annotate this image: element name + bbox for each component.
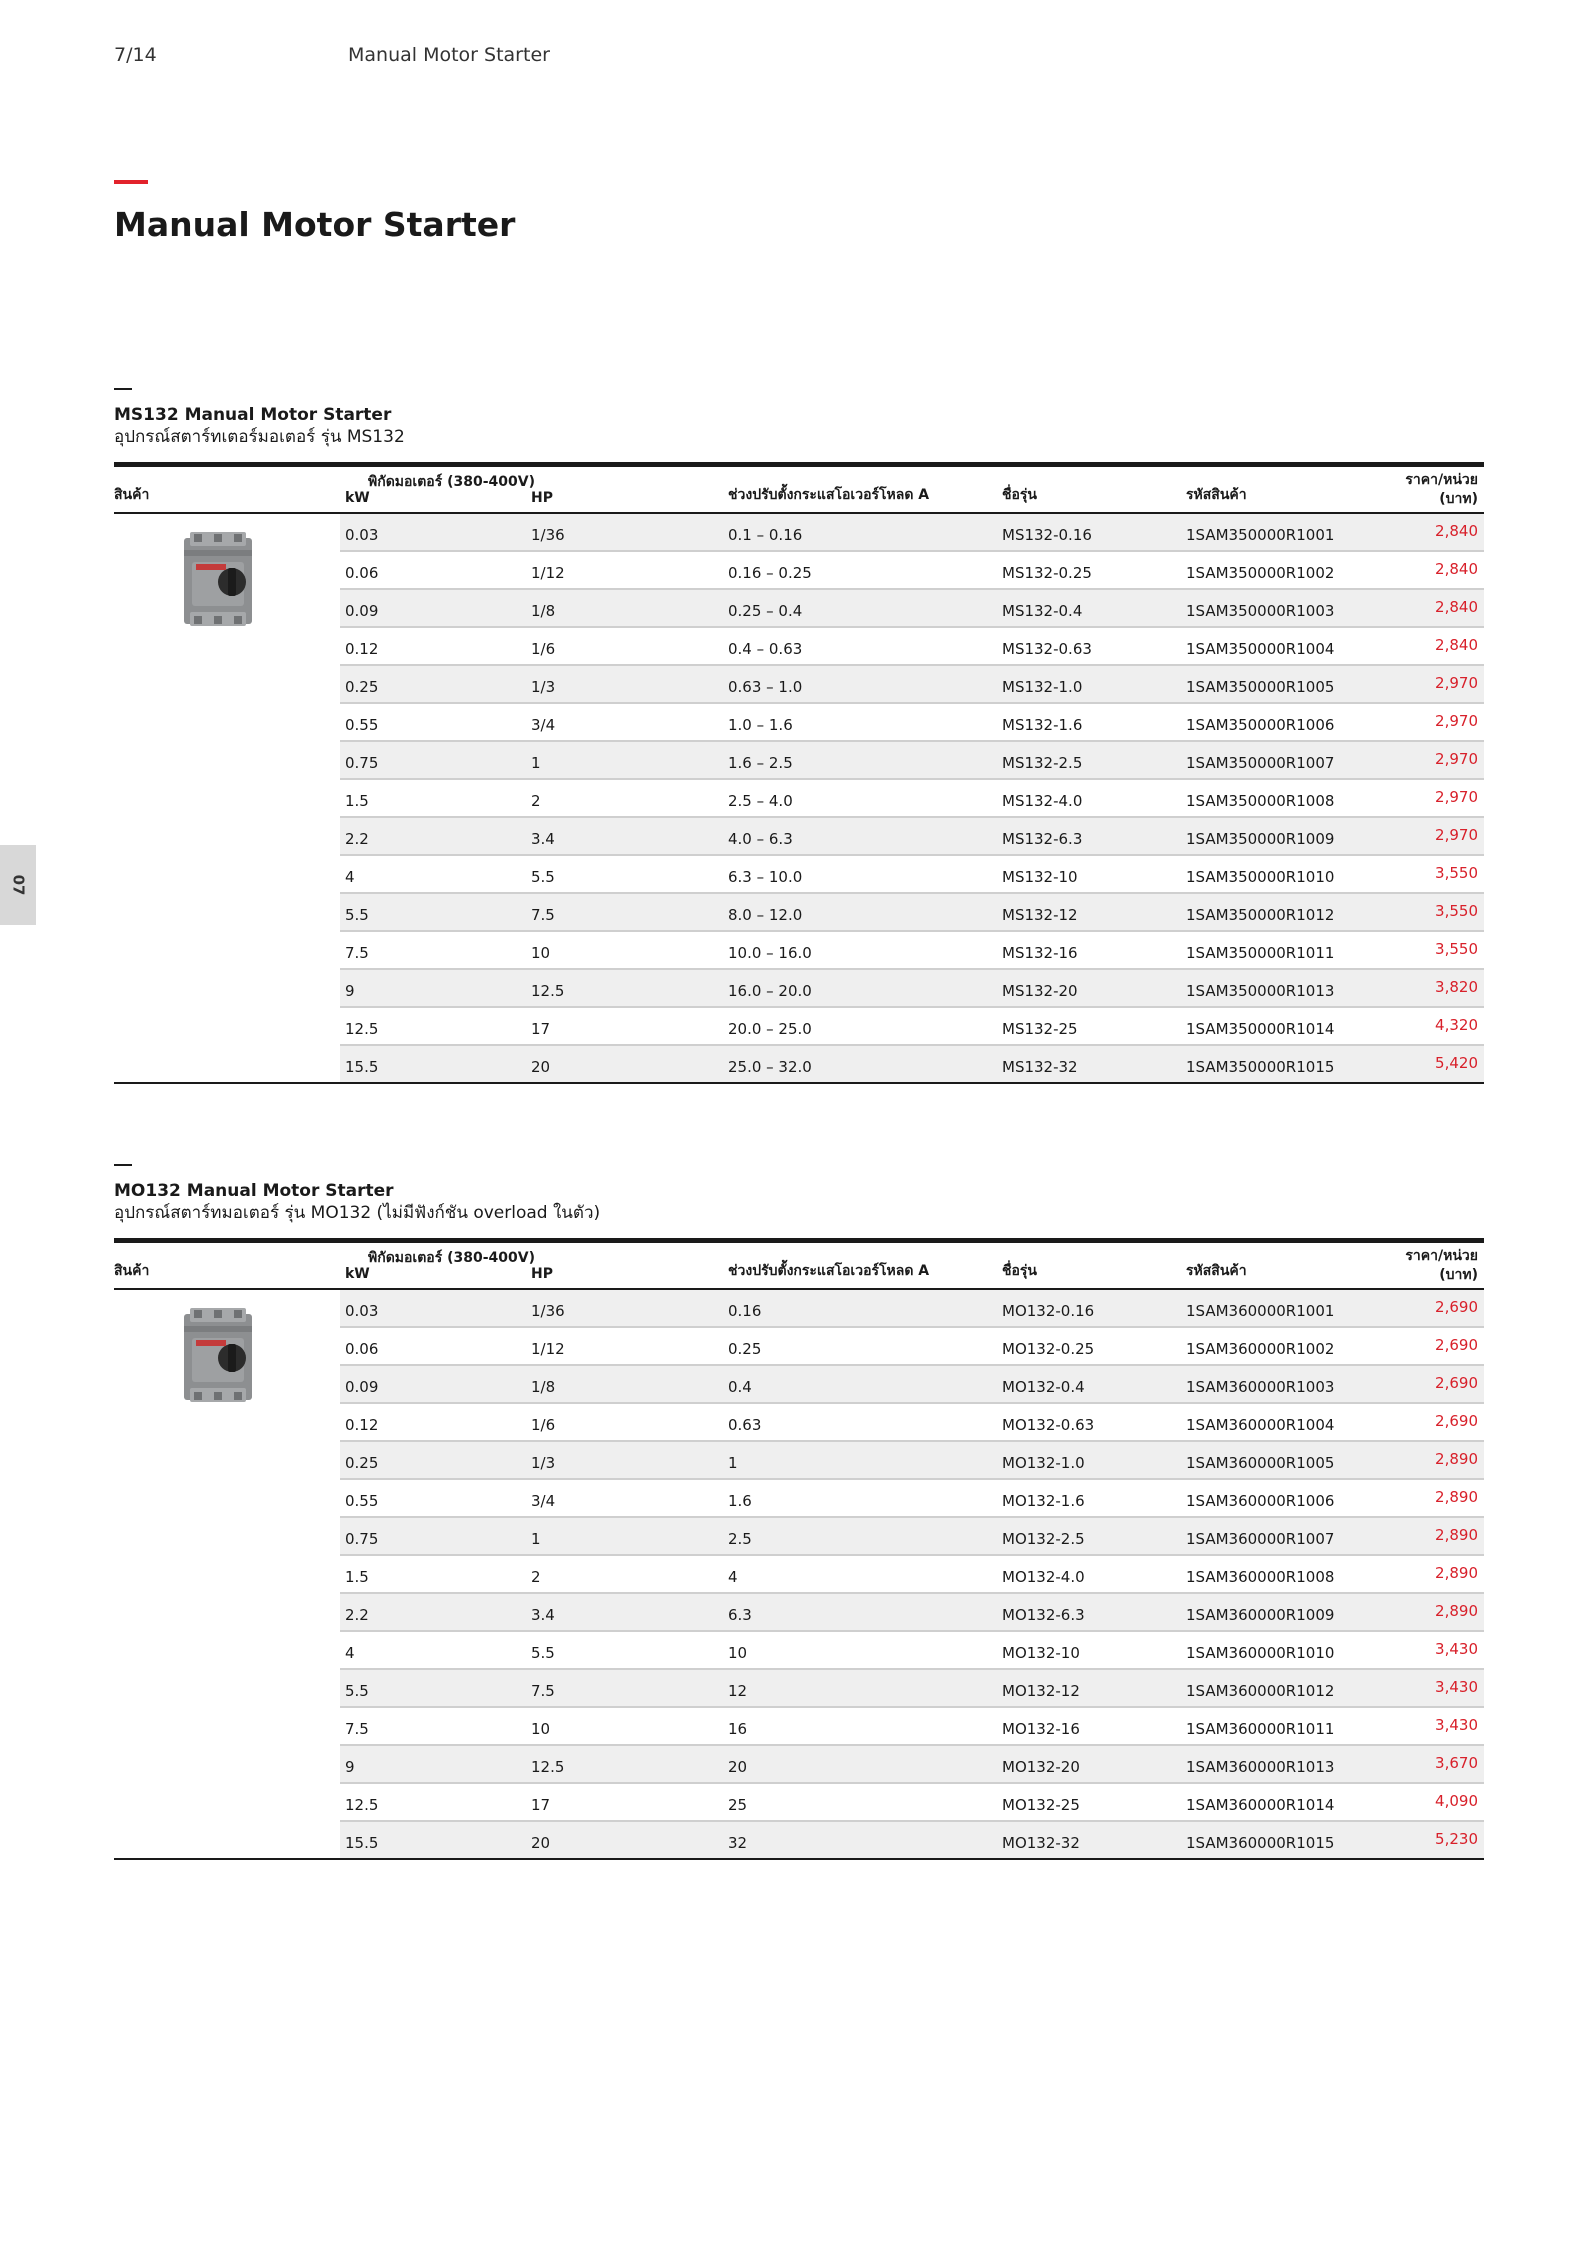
cell-range: 0.4 [728, 1378, 752, 1396]
cell-hp: 5.5 [531, 1644, 555, 1662]
cell-model: MS132-1.0 [1002, 678, 1083, 696]
cell-hp: 1 [531, 754, 541, 772]
cell-kw: 2.2 [345, 1606, 369, 1624]
cell-hp: 10 [531, 944, 551, 962]
cell-code: 1SAM350000R1006 [1186, 716, 1335, 734]
cell-model: MS132-6.3 [1002, 830, 1083, 848]
cell-price: 2,970 [1435, 826, 1478, 844]
cell-hp: 20 [531, 1834, 551, 1852]
table-row [340, 628, 1484, 666]
cell-code: 1SAM360000R1013 [1186, 1758, 1335, 1776]
cell-range: 1.6 [728, 1492, 752, 1510]
col-rating-group: พิกัดมอเตอร์ (380-400V) [368, 1250, 536, 1266]
col-range: ช่วงปรับตั้งกระแสโอเวอร์โหลด A [728, 1263, 930, 1279]
cell-price: 2,690 [1435, 1374, 1478, 1392]
section-1 [114, 388, 1484, 1084]
section-title: MS132 Manual Motor Starter [114, 405, 392, 425]
cell-price: 5,230 [1435, 1830, 1478, 1848]
cell-range: 8.0 – 12.0 [728, 906, 803, 924]
cell-kw: 12.5 [345, 1020, 379, 1038]
cell-code: 1SAM350000R1003 [1186, 602, 1335, 620]
cell-price: 2,970 [1435, 788, 1478, 806]
table-row [340, 1366, 1484, 1404]
cell-kw: 15.5 [345, 1834, 379, 1852]
cell-price: 3,550 [1435, 864, 1478, 882]
cell-price: 3,670 [1435, 1754, 1478, 1772]
cell-hp: 20 [531, 1058, 551, 1076]
cell-range: 16 [728, 1720, 748, 1738]
cell-code: 1SAM350000R1014 [1186, 1020, 1335, 1038]
cell-price: 5,420 [1435, 1054, 1478, 1072]
table-header [114, 1243, 1484, 1290]
cell-price: 3,430 [1435, 1678, 1478, 1696]
table-row [340, 894, 1484, 932]
cell-code: 1SAM350000R1015 [1186, 1058, 1335, 1076]
table-header [114, 467, 1484, 514]
table-row [340, 856, 1484, 894]
cell-code: 1SAM360000R1002 [1186, 1340, 1335, 1358]
cell-range: 0.16 [728, 1302, 762, 1320]
cell-code: 1SAM360000R1006 [1186, 1492, 1335, 1510]
cell-hp: 2 [531, 1568, 541, 1586]
cell-code: 1SAM360000R1015 [1186, 1834, 1335, 1852]
cell-code: 1SAM360000R1011 [1186, 1720, 1335, 1738]
cell-kw: 15.5 [345, 1058, 379, 1076]
cell-hp: 1/36 [531, 526, 565, 544]
cell-range: 0.4 – 0.63 [728, 640, 803, 658]
cell-hp: 7.5 [531, 906, 555, 924]
cell-price: 2,840 [1435, 522, 1478, 540]
cell-code: 1SAM350000R1007 [1186, 754, 1335, 772]
cell-range: 0.1 – 0.16 [728, 526, 803, 544]
cell-model: MS132-10 [1002, 868, 1078, 886]
cell-price: 2,970 [1435, 712, 1478, 730]
cell-hp: 1/6 [531, 640, 556, 658]
cell-range: 12 [728, 1682, 748, 1700]
cell-model: MS132-25 [1002, 1020, 1078, 1038]
cell-hp: 7.5 [531, 1682, 555, 1700]
col-price-line2: (บาท) [1439, 491, 1478, 507]
cell-hp: 5.5 [531, 868, 555, 886]
cell-code: 1SAM350000R1011 [1186, 944, 1335, 962]
col-model: ชื่อรุ่น [1002, 1263, 1037, 1279]
cell-code: 1SAM350000R1013 [1186, 982, 1335, 1000]
cell-range: 25.0 – 32.0 [728, 1058, 812, 1076]
cell-hp: 12.5 [531, 1758, 565, 1776]
cell-code: 1SAM350000R1012 [1186, 906, 1335, 924]
cell-hp: 1/8 [531, 602, 556, 620]
cell-hp: 3/4 [531, 716, 556, 734]
col-product: สินค้า [114, 1263, 150, 1279]
cell-model: MO132-2.5 [1002, 1530, 1085, 1548]
cell-model: MO132-4.0 [1002, 1568, 1085, 1586]
cell-model: MS132-32 [1002, 1058, 1078, 1076]
col-price [1405, 1247, 1478, 1285]
cell-price: 2,840 [1435, 598, 1478, 616]
cell-range: 1.0 – 1.6 [728, 716, 793, 734]
cell-price: 2,690 [1435, 1412, 1478, 1430]
cell-model: MS132-1.6 [1002, 716, 1083, 734]
table-bottom-rule [114, 1082, 1484, 1084]
cell-hp: 3.4 [531, 1606, 555, 1624]
table-row [340, 1008, 1484, 1046]
cell-hp: 1/12 [531, 564, 565, 582]
cell-kw: 0.06 [345, 564, 379, 582]
cell-range: 6.3 [728, 1606, 752, 1624]
table-row [340, 514, 1484, 552]
table-row [340, 1822, 1484, 1858]
section-dash [114, 388, 132, 390]
table-row [340, 818, 1484, 856]
section-subtitle: อุปกรณ์สตาร์ทเตอร์มอเตอร์ รุ่น MS132 [114, 427, 405, 447]
cell-kw: 9 [345, 1758, 355, 1776]
cell-price: 2,840 [1435, 560, 1478, 578]
cell-kw: 1.5 [345, 792, 369, 810]
cell-kw: 0.55 [345, 1492, 379, 1510]
cell-price: 2,890 [1435, 1526, 1478, 1544]
cell-range: 4 [728, 1568, 738, 1586]
cell-model: MS132-2.5 [1002, 754, 1083, 772]
table-row [340, 1046, 1484, 1082]
table-row [340, 1632, 1484, 1670]
cell-price: 2,890 [1435, 1450, 1478, 1468]
cell-kw: 0.09 [345, 1378, 379, 1396]
cell-hp: 3.4 [531, 830, 555, 848]
page-number: 7/14 [114, 44, 157, 66]
cell-model: MO132-0.16 [1002, 1302, 1095, 1320]
cell-kw: 4 [345, 1644, 355, 1662]
table-row [340, 1518, 1484, 1556]
cell-hp: 1/12 [531, 1340, 565, 1358]
cell-price: 2,690 [1435, 1298, 1478, 1316]
table-row [340, 1746, 1484, 1784]
cell-hp: 1/3 [531, 678, 556, 696]
cell-price: 2,970 [1435, 750, 1478, 768]
cell-model: MS132-0.63 [1002, 640, 1092, 658]
cell-kw: 9 [345, 982, 355, 1000]
col-price-line1: ราคา/หน่วย [1405, 1248, 1478, 1264]
cell-code: 1SAM350000R1001 [1186, 526, 1335, 544]
cell-model: MO132-1.6 [1002, 1492, 1085, 1510]
cell-code: 1SAM360000R1009 [1186, 1606, 1335, 1624]
cell-hp: 2 [531, 792, 541, 810]
cell-code: 1SAM350000R1010 [1186, 868, 1335, 886]
col-rating-group: พิกัดมอเตอร์ (380-400V) [368, 474, 536, 490]
section-2 [114, 1164, 1484, 1860]
table-row [340, 932, 1484, 970]
cell-code: 1SAM350000R1008 [1186, 792, 1335, 810]
cell-hp: 17 [531, 1796, 551, 1814]
page-header [114, 44, 550, 66]
mo132-motor-starter-image [182, 1308, 254, 1412]
chapter-tab [0, 845, 36, 925]
table-row [340, 1556, 1484, 1594]
table-rows [340, 1290, 1484, 1858]
cell-hp: 12.5 [531, 982, 565, 1000]
cell-range: 10 [728, 1644, 748, 1662]
cell-code: 1SAM350000R1009 [1186, 830, 1335, 848]
cell-hp: 17 [531, 1020, 551, 1038]
cell-code: 1SAM360000R1004 [1186, 1416, 1335, 1434]
table-row [340, 742, 1484, 780]
cell-price: 4,320 [1435, 1016, 1478, 1034]
cell-kw: 4 [345, 868, 355, 886]
cell-price: 2,970 [1435, 674, 1478, 692]
cell-range: 20.0 – 25.0 [728, 1020, 812, 1038]
cell-kw: 0.03 [345, 1302, 379, 1320]
cell-range: 16.0 – 20.0 [728, 982, 812, 1000]
table-row [340, 1480, 1484, 1518]
cell-hp: 3/4 [531, 1492, 556, 1510]
cell-range: 0.25 [728, 1340, 762, 1358]
table-body [114, 1290, 1484, 1858]
cell-code: 1SAM360000R1005 [1186, 1454, 1335, 1472]
cell-kw: 7.5 [345, 944, 369, 962]
cell-code: 1SAM350000R1004 [1186, 640, 1335, 658]
cell-code: 1SAM360000R1010 [1186, 1644, 1335, 1662]
table-rows [340, 514, 1484, 1082]
cell-code: 1SAM360000R1007 [1186, 1530, 1335, 1548]
table-row [340, 1708, 1484, 1746]
cell-range: 4.0 – 6.3 [728, 830, 793, 848]
cell-model: MO132-0.63 [1002, 1416, 1095, 1434]
section-dash [114, 1164, 132, 1166]
cell-kw: 0.55 [345, 716, 379, 734]
cell-range: 1 [728, 1454, 738, 1472]
cell-code: 1SAM360000R1014 [1186, 1796, 1335, 1814]
cell-kw: 5.5 [345, 906, 369, 924]
cell-price: 3,550 [1435, 940, 1478, 958]
col-model: ชื่อรุ่น [1002, 487, 1037, 503]
table-row [340, 666, 1484, 704]
cell-code: 1SAM350000R1002 [1186, 564, 1335, 582]
table-row [340, 780, 1484, 818]
cell-range: 2.5 [728, 1530, 752, 1548]
cell-model: MO132-25 [1002, 1796, 1080, 1814]
cell-model: MO132-10 [1002, 1644, 1080, 1662]
table-bottom-rule [114, 1858, 1484, 1860]
cell-range: 0.16 – 0.25 [728, 564, 812, 582]
cell-model: MS132-0.4 [1002, 602, 1083, 620]
col-price-line1: ราคา/หน่วย [1405, 472, 1478, 488]
table-body [114, 514, 1484, 1082]
cell-kw: 12.5 [345, 1796, 379, 1814]
cell-range: 10.0 – 16.0 [728, 944, 812, 962]
cell-price: 4,090 [1435, 1792, 1478, 1810]
chapter-tab-label: 07 [9, 874, 27, 896]
section-subtitle: อุปกรณ์สตาร์ทมอเตอร์ รุ่น MO132 (ไม่มีฟังก์ชัน overload ในตัว) [114, 1203, 601, 1223]
cell-hp: 1/36 [531, 1302, 565, 1320]
cell-hp: 1 [531, 1530, 541, 1548]
cell-range: 0.63 – 1.0 [728, 678, 803, 696]
cell-range: 1.6 – 2.5 [728, 754, 793, 772]
cell-kw: 7.5 [345, 1720, 369, 1738]
cell-model: MO132-16 [1002, 1720, 1080, 1738]
cell-kw: 0.12 [345, 1416, 379, 1434]
cell-kw: 2.2 [345, 830, 369, 848]
cell-hp: 1/6 [531, 1416, 556, 1434]
cell-kw: 0.09 [345, 602, 379, 620]
cell-price: 3,820 [1435, 978, 1478, 996]
cell-model: MS132-12 [1002, 906, 1078, 924]
cell-model: MS132-20 [1002, 982, 1078, 1000]
cell-model: MO132-0.4 [1002, 1378, 1085, 1396]
ms132-motor-starter-image [182, 532, 254, 636]
cell-kw: 0.25 [345, 1454, 379, 1472]
col-hp: HP [531, 490, 553, 506]
header-title: Manual Motor Starter [348, 44, 550, 66]
cell-range: 2.5 – 4.0 [728, 792, 793, 810]
col-product: สินค้า [114, 487, 150, 503]
cell-range: 25 [728, 1796, 748, 1814]
section-title: MO132 Manual Motor Starter [114, 1181, 394, 1201]
col-price [1405, 471, 1478, 509]
col-kw: kW [345, 490, 370, 506]
table-row [340, 1670, 1484, 1708]
cell-price: 2,890 [1435, 1564, 1478, 1582]
cell-model: MO132-1.0 [1002, 1454, 1085, 1472]
cell-range: 6.3 – 10.0 [728, 868, 803, 886]
table-row [340, 1442, 1484, 1480]
col-price-line2: (บาท) [1439, 1267, 1478, 1283]
cell-kw: 0.06 [345, 1340, 379, 1358]
table-row [340, 1290, 1484, 1328]
table-row [340, 704, 1484, 742]
table-row [340, 1328, 1484, 1366]
cell-code: 1SAM360000R1008 [1186, 1568, 1335, 1586]
cell-model: MS132-16 [1002, 944, 1078, 962]
cell-kw: 1.5 [345, 1568, 369, 1586]
cell-model: MO132-20 [1002, 1758, 1080, 1776]
col-kw: kW [345, 1266, 370, 1282]
cell-hp: 1/3 [531, 1454, 556, 1472]
cell-hp: 10 [531, 1720, 551, 1738]
cell-price: 2,890 [1435, 1488, 1478, 1506]
cell-model: MS132-4.0 [1002, 792, 1083, 810]
col-code: รหัสสินค้า [1186, 1263, 1247, 1279]
title-accent-bar [114, 180, 148, 184]
col-code: รหัสสินค้า [1186, 487, 1247, 503]
table-row [340, 590, 1484, 628]
cell-kw: 0.03 [345, 526, 379, 544]
cell-code: 1SAM360000R1012 [1186, 1682, 1335, 1700]
cell-kw: 0.75 [345, 1530, 379, 1548]
col-hp: HP [531, 1266, 553, 1282]
cell-code: 1SAM360000R1003 [1186, 1378, 1335, 1396]
cell-kw: 0.25 [345, 678, 379, 696]
cell-range: 20 [728, 1758, 748, 1776]
cell-price: 2,890 [1435, 1602, 1478, 1620]
table-row [340, 552, 1484, 590]
cell-hp: 1/8 [531, 1378, 556, 1396]
page-title: Manual Motor Starter [114, 205, 516, 244]
cell-price: 3,550 [1435, 902, 1478, 920]
table-row [340, 1404, 1484, 1442]
cell-model: MO132-32 [1002, 1834, 1080, 1852]
cell-price: 3,430 [1435, 1640, 1478, 1658]
table-row [340, 970, 1484, 1008]
table-row [340, 1784, 1484, 1822]
cell-model: MO132-0.25 [1002, 1340, 1095, 1358]
cell-price: 2,840 [1435, 636, 1478, 654]
cell-range: 32 [728, 1834, 748, 1852]
cell-kw: 5.5 [345, 1682, 369, 1700]
col-range: ช่วงปรับตั้งกระแสโอเวอร์โหลด A [728, 487, 930, 503]
cell-range: 0.63 [728, 1416, 762, 1434]
cell-price: 2,690 [1435, 1336, 1478, 1354]
table-row [340, 1594, 1484, 1632]
cell-model: MS132-0.25 [1002, 564, 1092, 582]
cell-model: MO132-6.3 [1002, 1606, 1085, 1624]
cell-model: MO132-12 [1002, 1682, 1080, 1700]
cell-kw: 0.12 [345, 640, 379, 658]
cell-code: 1SAM360000R1001 [1186, 1302, 1335, 1320]
cell-price: 3,430 [1435, 1716, 1478, 1734]
cell-range: 0.25 – 0.4 [728, 602, 803, 620]
cell-model: MS132-0.16 [1002, 526, 1092, 544]
cell-code: 1SAM350000R1005 [1186, 678, 1335, 696]
cell-kw: 0.75 [345, 754, 379, 772]
